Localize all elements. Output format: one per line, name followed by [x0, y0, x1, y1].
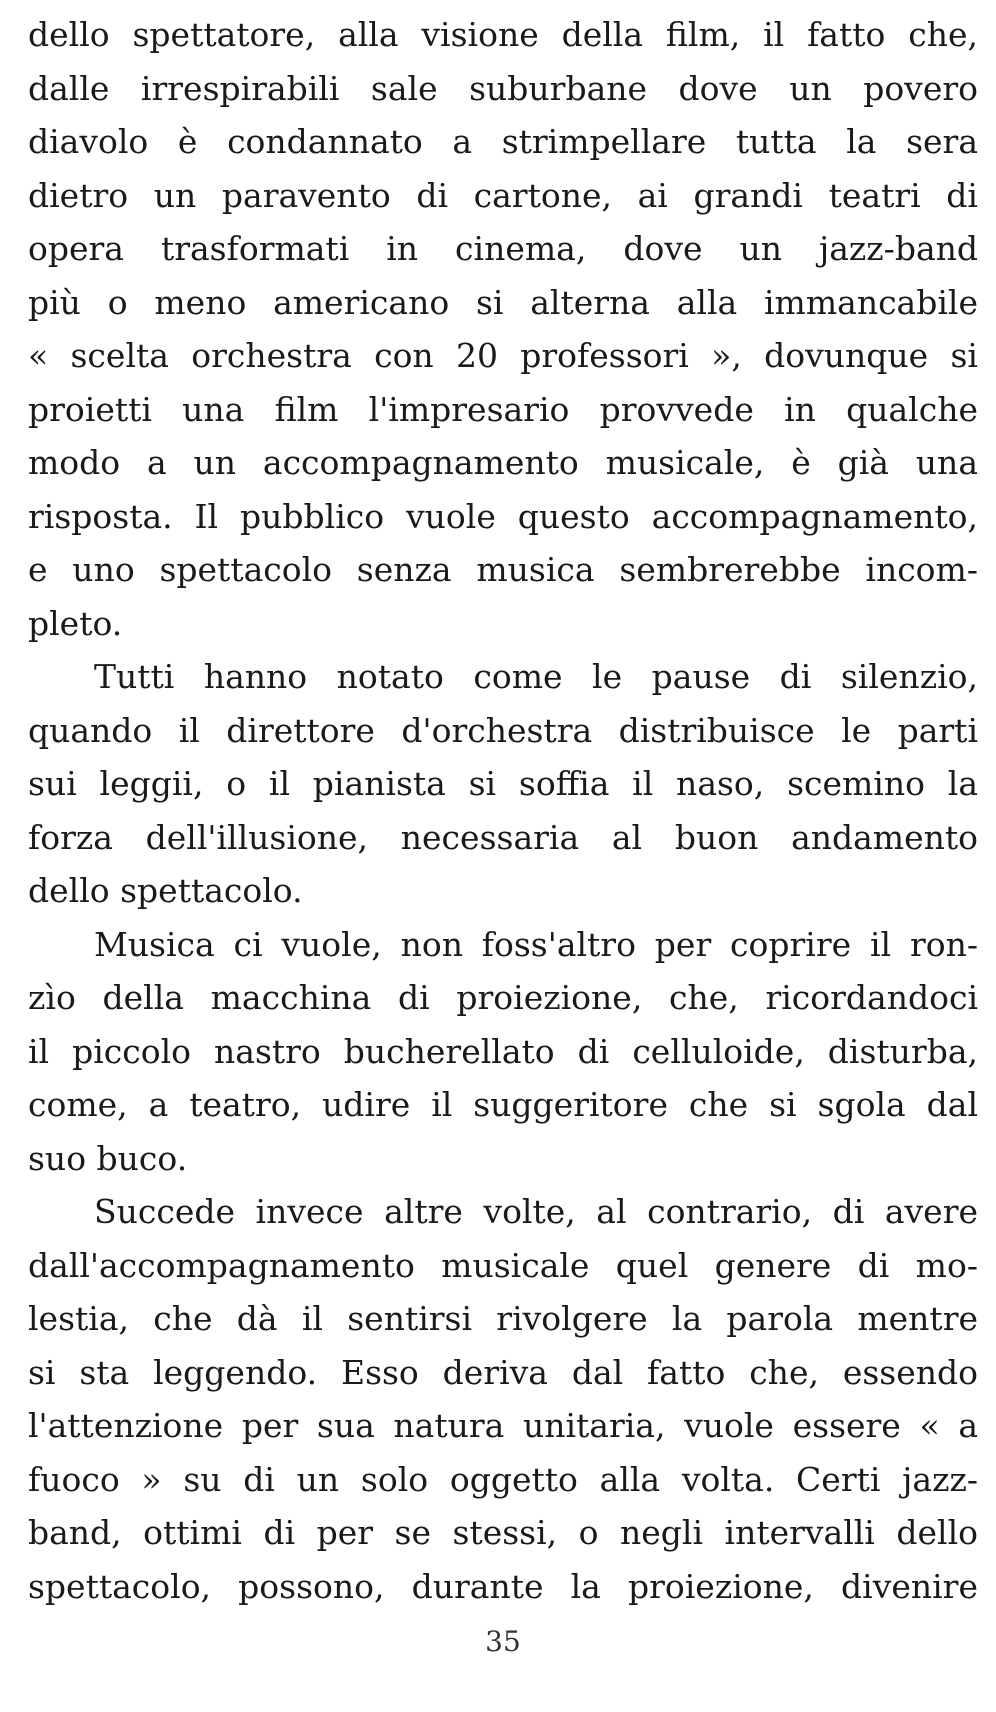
text-line: più o meno americano si alterna alla immancabile — [28, 282, 978, 322]
text-line: risposta. Il pubblico vuole questo accompagnamento, — [28, 496, 978, 536]
text-line: modo a un accompagnamento musicale, è già una — [28, 443, 978, 482]
text-line: il piccolo nastro bucherellato di celluloide, disturba, — [28, 1031, 978, 1071]
text-line: Musica ci vuole, non foss'altro per coprire il ron- — [94, 924, 978, 964]
paragraph-3 — [28, 918, 978, 1186]
text-line: lestia, che dà il sentirsi rivolgere la parola mentre — [28, 1299, 978, 1338]
text-line: spettacolo, possono, durante la proiezione, divenire — [28, 1566, 978, 1606]
text-line: fuoco » su di un solo oggetto alla volta. Certi jazz- — [28, 1459, 978, 1499]
text-line: Succede invece altre volte, al contrario, di avere — [94, 1192, 978, 1231]
text-line: come, a teatro, udire il suggeritore che si sgola dal — [28, 1085, 978, 1124]
text-line: pleto. — [28, 603, 123, 643]
book-page — [28, 8, 978, 1698]
text-line: suo buco. — [28, 1138, 188, 1178]
text-line: forza dell'illusione, necessaria al buon andamento — [28, 817, 978, 857]
text-line: dello spettacolo. — [28, 871, 303, 910]
text-line: dello spettatore, alla visione della film, il fatto che, — [28, 15, 978, 54]
text-line: dall'accompagnamento musicale quel genere di mo- — [28, 1245, 978, 1285]
text-line: Tutti hanno notato come le pause di silenzio, — [94, 657, 978, 696]
text-line: e uno spettacolo senza musica sembrerebbe incom- — [28, 550, 978, 589]
paragraph-2 — [28, 650, 978, 918]
text-line: proietti una film l'impresario provvede in qualche — [28, 389, 978, 429]
text-line: opera trasformati in cinema, dove un jazz-band — [28, 229, 978, 268]
text-line: « scelta orchestra con 20 professori », dovunque si — [28, 336, 978, 375]
text-line: dietro un paravento di cartone, ai grandi teatri di — [28, 175, 978, 215]
text-line: sui leggii, o il pianista si soffia il naso, scemino la — [28, 764, 978, 803]
page-number: 35 — [485, 1625, 521, 1658]
text-line: band, ottimi di per se stessi, o negli intervalli dello — [28, 1513, 978, 1552]
text-line: quando il direttore d'orchestra distribuisce le parti — [28, 710, 978, 750]
text-line: diavolo è condannato a strimpellare tutta la sera — [28, 122, 978, 161]
paragraph-1 — [28, 8, 978, 650]
paragraph-4 — [28, 1185, 978, 1613]
text-line: si sta leggendo. Esso deriva dal fatto che, essendo — [28, 1352, 978, 1392]
text-line: zìo della macchina di proiezione, che, ricordandoci — [28, 978, 978, 1017]
text-line: l'attenzione per sua natura unitaria, vuole essere « a — [28, 1406, 978, 1445]
text-line: dalle irrespirabili sale suburbane dove un povero — [28, 68, 978, 108]
